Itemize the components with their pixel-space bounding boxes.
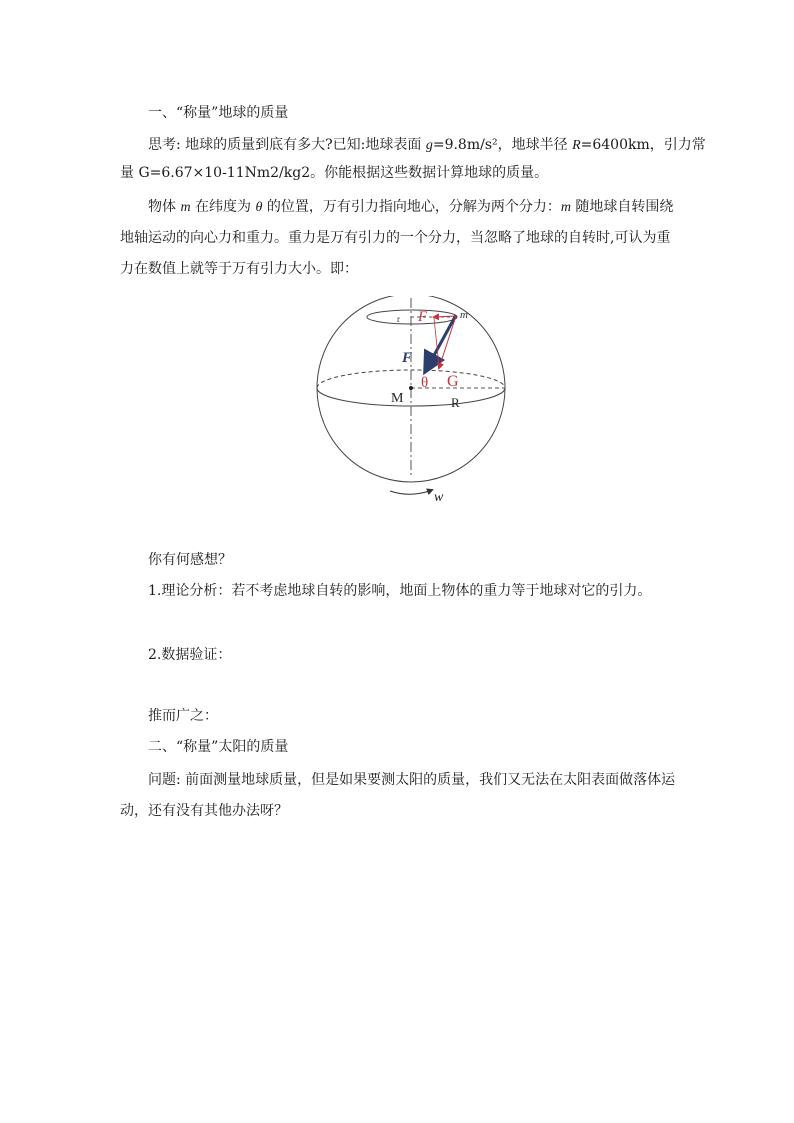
sun-question-line2: 动，还有没有其他办法呀？ [120,803,288,819]
section2-heading: 二、“称量”太阳的质量 [148,739,289,755]
label-F-red: F [418,309,428,325]
think-paragraph-line2: 量 G=6.67×10-11Nm2/kg2。你能根据这些数据计算地球的质量。 [120,165,549,181]
generalize-label: 推而广之： [148,708,218,724]
g-value: =9.8m/s²，地球半径 [432,137,573,153]
m-symbol: m [180,200,191,215]
label-F: F [402,350,413,366]
think-paragraph-line1 [148,135,706,156]
think-prefix: 思考: 地球的质量到底有多大?已知:地球表面 [148,137,426,153]
label-R: R [451,395,460,410]
g-symbol: g [425,138,433,153]
earth-gravity-diagram [306,296,516,510]
center-point [409,386,413,390]
r-symbol: R [572,138,581,153]
section1-heading: 一、“称量”地球的质量 [148,105,289,121]
label-m: m [460,309,468,321]
sun-question-line1: 问题: 前面测量地球质量，但是如果要测太阳的质量，我们又无法在太阳表面做落体运 [148,772,676,788]
rotation-arrow [390,490,432,494]
label-r: r [397,314,400,324]
feeling-question: 你有何感想？ [148,552,232,568]
analysis-item-1: 1.理论分析：若不考虑地球自转的影响，地面上物体的重力等于地球对它的引力。 [148,583,652,599]
label-w: w [434,490,444,505]
object-paragraph-line3: 力在数值上就等于万有引力大小。即： [120,261,358,277]
verification-item-2: 2.数据验证： [148,647,232,663]
label-M: M [391,391,404,406]
centripetal-force-arrow [434,316,456,317]
r-value: =6400km，引力常 [580,137,706,153]
object-paragraph-line2: 地轴运动的向心力和重力。重力是万有引力的一个分力，当忽略了地球的自转时,可认为重 [120,230,671,246]
p1-a: 物体 [148,199,181,215]
label-theta: θ [421,375,429,391]
object-paragraph-line1 [148,197,673,218]
p1-d: 随地球自转围绕 [570,199,674,215]
p1-b: 在纬度为 [190,199,256,215]
label-G: G [447,373,459,390]
p1-c: 的位置，万有引力指向地心，分解为两个分力： [262,199,561,215]
m-symbol-2: m [560,200,571,215]
theta-symbol: θ [255,200,263,215]
component-link [434,318,439,366]
